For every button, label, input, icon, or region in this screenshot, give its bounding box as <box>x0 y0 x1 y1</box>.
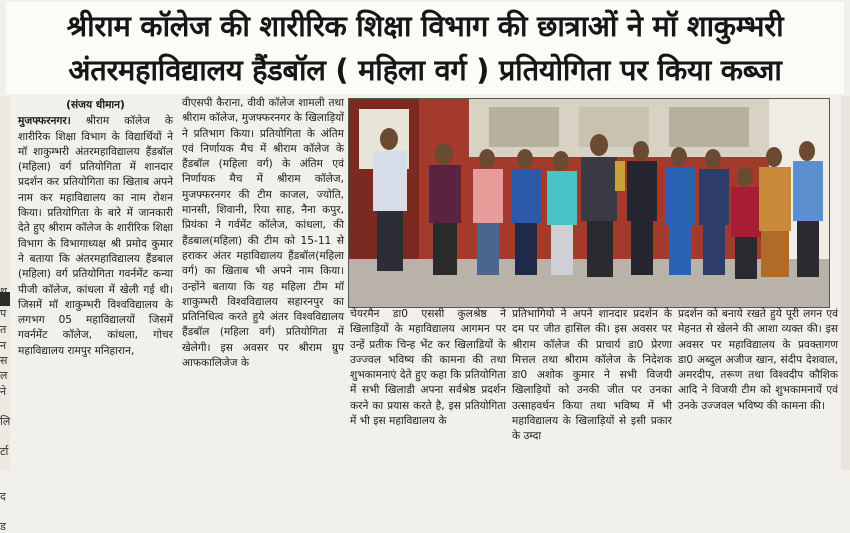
column-5-text: प्रदर्शन को बनाये रखते हुये पूरी लगन एवं मेहनत से खेलने की आशा व्यक्त की। इस अवसर पर महाविद्यालय के प्रवक्तागण डा0 अब्दुल अजीज खान, संदीप देशवाल, अमरदीप, तरूण तथा विश्वदीप कौशिक आदि ने विजयी टीम को शुभकामनायें एवं उनके उज्जवल भविष्य की कामना की। <box>678 308 838 412</box>
strip-char: ड <box>0 520 6 533</box>
headline-line-1: श्रीराम कॉलेज की शारीरिक शिक्षा विभाग की छात्राओं ने मॉ शाकुम्भरी <box>66 9 784 43</box>
strip-char: ल <box>0 369 8 382</box>
strip-char: स <box>0 354 8 367</box>
headline-line-2: अंतरमहाविद्यालय हैंडबॉल ( महिला वर्ग ) प्रतियोगिता पर किया कब्जा <box>68 53 782 87</box>
strip-char: द <box>0 490 6 503</box>
strip-char: र्टा <box>0 445 9 458</box>
strip-char: न <box>0 339 7 352</box>
adjacent-article-strip <box>0 96 11 533</box>
strip-char: ने <box>0 385 7 398</box>
byline: (संजय धीमान) <box>66 99 125 111</box>
strip-char: थ <box>0 285 8 298</box>
article-column-2 <box>182 96 344 371</box>
article-column-5 <box>678 307 838 414</box>
strip-char: त <box>0 323 7 336</box>
article-column-1 <box>18 98 173 359</box>
strip-char: लि <box>0 415 11 428</box>
team-photo <box>348 98 830 308</box>
team-photo-image <box>349 99 829 307</box>
strip-char: प <box>0 307 7 320</box>
column-2-text: वीएसपी कैराना, वीवी कॉलेज शामली तथा श्रीराम कॉलेज, मुजफ्फरनगर के खिलाड़ियों ने प्रतिभाग किया। प्रतियोगिता के अंतिम एवं निर्णायक मैच में श्रीराम कॉलेज के हैंडबॉल (महिला वर्ग) के अंतिम एवं निर्णायक मैच में श्रीराम कॉलेज, मुजफ्फरनगर की टीम काजल, ज्योति, मानसी, शिवानी, रिया साह, नैना कपुर, प्रियंका ने गर्वमेंट कॉलेज, कांधला, की हैंडबाल(महिला) की टीम को 15-11 से हराकर अंतर महाविद्यालय हैंडबॉल(महिला वर्ग) का खिताब भी अपने नाम किया। उन्होंने बताया कि यह महिला टीम मॉ शाकुम्भरी विश्वविद्यालय सहारनपुर का प्रतिनिधित्व करते हुये अंतर विश्वविद्यालय हैंडबॉल (महिला वर्ग) प्रतियोगिता में खेलेगी। इस अवसर पर श्रीराम ग्रुप आफकालिजेज के <box>182 97 344 370</box>
headline-block <box>6 2 844 94</box>
column-1-body <box>18 114 173 359</box>
right-margin <box>841 96 850 470</box>
article-column-3 <box>350 307 506 429</box>
column-4-text: प्रतिभागियो ने अपने शानदार प्रदर्शन के दम पर जीत हासिल की। इस अवसर पर श्रीराम कॉलेज की प्राचार्य डा0 प्रेरणा मित्तल तथा श्रीराम कॉलेज के निदेशक डा0 अशोक कुमार ने सभी विजयी खिलाड़ियों को उनकी जीत पर उनका उत्साहवर्धन किया तथा भविष्य में भी महाविद्यालय के खिलाड़ियों से इसी प्रकार के उम्दा <box>512 308 672 443</box>
column-3-text: चेयरमैन डा0 एससी कुलश्रेष्ठ ने खिलाड़ियों के महाविद्यालय आगमन पर उन्हें प्रतीक चिन्ह भेंट कर खिलाडियों के उज्ज्वल भविष्य की कामना की तथा शुभकामनाएं देते हुए कहा कि प्रतियोगिता में सभी खिलाडी अपना सर्वश्रेष्ठ प्रदर्शन करने का प्रयास करते है, इस प्रतियोगिता में भी इस महाविद्यालय के <box>350 308 506 428</box>
column-1-text: श्रीराम कॉलेज के शारीरिक शिक्षा विभाग के विद्यार्थियों ने मॉ शाकुम्भरी अंतरमहाविद्यालय हैंडबॉल (महिला) वर्ग प्रतियोगिता में शानदार प्रदर्शन कर प्रतियोगिता का खिताब अपने नाम कर महाविद्यालय का नाम रोशन किया। प्रतियोगिता के बारे में जानकारी देते हुए श्रीराम कॉलेज के शारीरिक शिक्षा विभाग के विभागाध्यक्ष श्री प्रमोद कुमार ने बताया कि अंतरमहाविद्यालय हैंडबाल (महिला) वर्ग प्रतियोगिता गवर्नमेंट कन्या पीजी कॉलेज, कांधला में खेली गई थी। जिसमें मॉ शाकुम्भरी विश्वविद्यालय के लगभग 05 महाविद्यालयों जिसमें गवर्नमेंट कॉलेज, कांधला, गोचर महाविद्यालय रामपुर मनिहारान, <box>18 115 173 357</box>
dateline: मुजफ्फरनगर। <box>18 115 71 128</box>
article-column-4 <box>512 307 672 445</box>
